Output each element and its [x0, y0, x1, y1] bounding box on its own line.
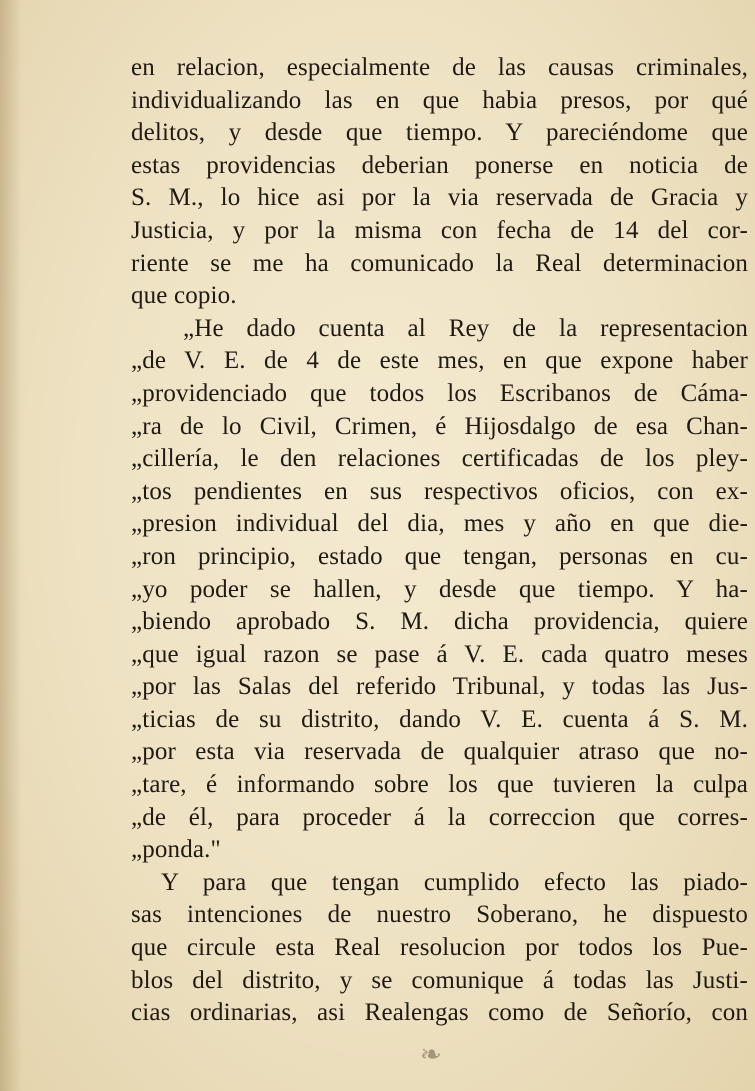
text-line: „presion individual del dia, mes y año en que die- — [131, 510, 748, 538]
paragraph-close — [131, 867, 748, 1030]
text-line: „por las Salas del referido Tribunal, y todas las Jus- — [131, 673, 748, 701]
text-line: cias ordinarias, asi Realengas como de Señorío, con — [131, 999, 748, 1027]
ink-blot: ❧ — [420, 1040, 442, 1070]
text-line: „que igual razon se pase á V. E. cada quatro meses — [131, 640, 748, 668]
text-line: sas intenciones de nuestro Soberano, he dispuesto — [131, 901, 748, 929]
text-line: „ron principio, estado que tengan, personas en cu- — [131, 542, 748, 570]
text-line: Justicia, y por la misma con fecha de 14 del cor- — [131, 216, 748, 244]
binding-shadow — [0, 0, 22, 1091]
text-line: „providenciado que todos los Escribanos de Cáma- — [131, 379, 748, 407]
text-line: en relacion, especialmente de las causas criminales, — [131, 54, 748, 81]
text-line: „ponda." — [131, 836, 221, 864]
text-line: „yo poder se hallen, y desde que tiempo. Y ha- — [131, 575, 748, 603]
text-line: „por esta via reservada de qualquier atraso que no- — [131, 738, 748, 766]
text-line: delitos, y desde que tiempo. Y pareciéndome que — [131, 119, 748, 147]
text-line: „ra de lo Civil, Crimen, é Hijosdalgo de esa Chan- — [131, 412, 748, 440]
text-line: „tos pendientes en sus respectivos oficios, con ex- — [131, 477, 748, 505]
text-line: „tare, é informando sobre los que tuvieren la culpa — [131, 771, 748, 799]
paragraph-intro — [131, 52, 748, 313]
text-line: que copio. — [131, 282, 237, 310]
page-text — [131, 52, 748, 1030]
text-line: „ticias de su distrito, dando V. E. cuenta á S. M. — [131, 705, 748, 733]
text-line: „biendo aprobado S. M. dicha providencia, quiere — [131, 608, 748, 636]
text-line: Y para que tengan cumplido efecto las piado- — [161, 868, 748, 896]
text-line: que circule esta Real resolucion por todos los Pue- — [131, 934, 748, 962]
text-line: S. M., lo hice asi por la via reservada de Gracia y — [131, 184, 748, 212]
text-line: estas providencias deberian ponerse en noticia de — [131, 151, 748, 179]
text-line: individualizando las en que habia presos, por qué — [131, 86, 748, 114]
text-line: riente se me ha comunicado la Real determinacion — [131, 249, 748, 277]
text-line: „de él, para proceder á la correccion que corres- — [131, 803, 748, 831]
text-line: blos del distrito, y se comunique á todas las Justi- — [131, 966, 748, 994]
paragraph-quote — [131, 313, 748, 867]
text-line: „He dado cuenta al Rey de la representacion — [183, 314, 748, 342]
text-line: „cillería, le den relaciones certificadas de los pley- — [131, 445, 748, 473]
show-through-text — [8, 515, 118, 533]
text-line: „de V. E. de 4 de este mes, en que expone haber — [131, 347, 748, 375]
